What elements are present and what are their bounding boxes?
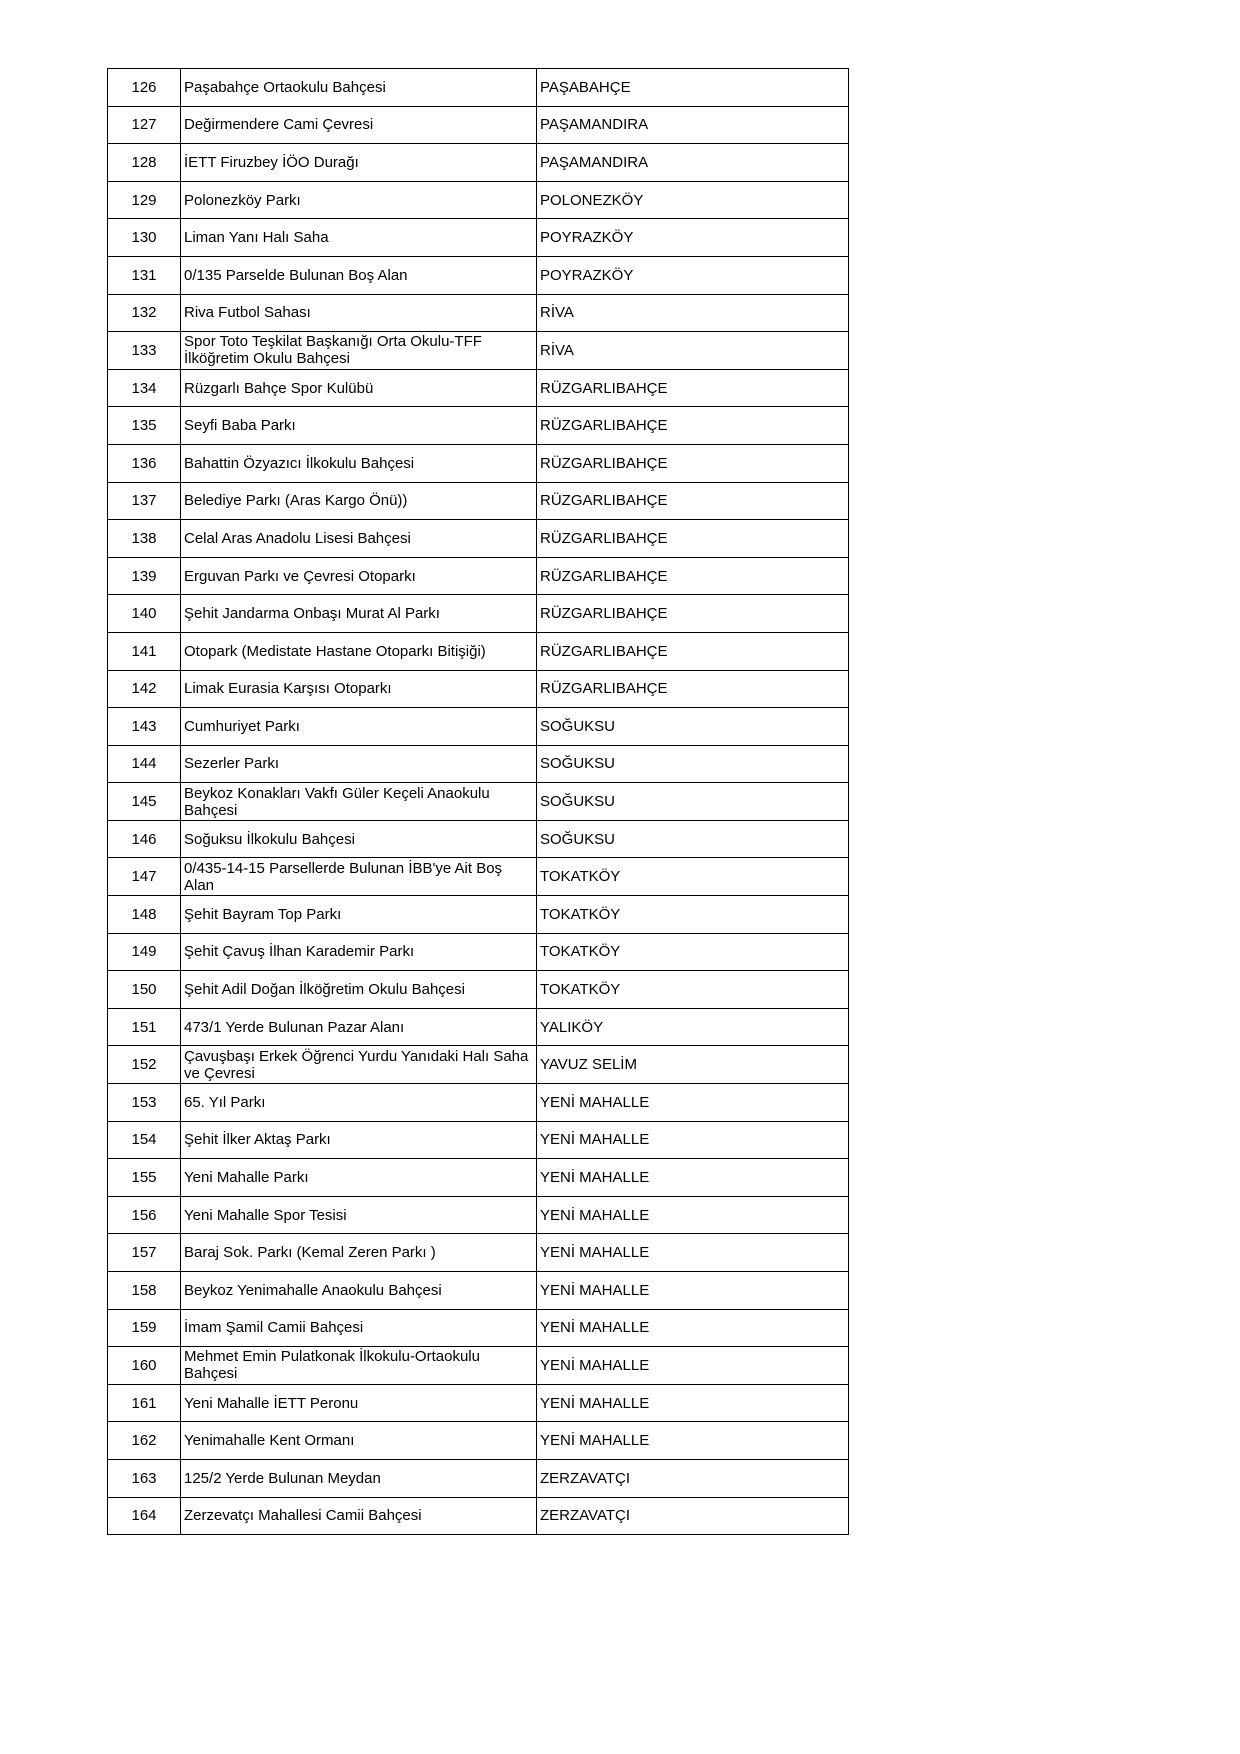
table-row (108, 369, 849, 407)
row-number-cell: 159 (108, 1309, 181, 1347)
district-cell: YENİ MAHALLE (537, 1309, 849, 1347)
place-name-cell: Baraj Sok. Parkı (Kemal Zeren Parkı ) (181, 1234, 537, 1272)
district-cell: POYRAZKÖY (537, 256, 849, 294)
row-number-cell: 164 (108, 1497, 181, 1535)
district-cell: POLONEZKÖY (537, 181, 849, 219)
district-cell: RÜZGARLIBAHÇE (537, 407, 849, 445)
place-name-cell: Otopark (Medistate Hastane Otoparkı Bitişiği) (181, 632, 537, 670)
table-row (108, 933, 849, 971)
district-cell: ZERZAVATÇI (537, 1459, 849, 1497)
place-name-cell: Yeni Mahalle Spor Tesisi (181, 1196, 537, 1234)
place-name-cell: Sezerler Parkı (181, 745, 537, 783)
place-name-cell: Belediye Parkı (Aras Kargo Önü)) (181, 482, 537, 520)
place-name-cell: Beykoz Konakları Vakfı Güler Keçeli Anaokulu Bahçesi (181, 783, 537, 821)
place-name-cell: 0/435-14-15 Parsellerde Bulunan İBB'ye Ait Boş Alan (181, 858, 537, 896)
table-row (108, 144, 849, 182)
row-number-cell: 138 (108, 520, 181, 558)
place-name-cell: Beykoz Yenimahalle Anaokulu Bahçesi (181, 1272, 537, 1310)
district-cell: YALIKÖY (537, 1008, 849, 1046)
row-number-cell: 151 (108, 1008, 181, 1046)
district-cell: YENİ MAHALLE (537, 1347, 849, 1385)
place-name-cell: 65. Yıl Parkı (181, 1084, 537, 1122)
table-row (108, 896, 849, 934)
district-cell: RÜZGARLIBAHÇE (537, 520, 849, 558)
row-number-cell: 133 (108, 332, 181, 370)
place-name-cell: 125/2 Yerde Bulunan Meydan (181, 1459, 537, 1497)
row-number-cell: 157 (108, 1234, 181, 1272)
table-row (108, 1459, 849, 1497)
district-cell: YENİ MAHALLE (537, 1422, 849, 1460)
district-cell: RİVA (537, 332, 849, 370)
table-row (108, 1347, 849, 1385)
row-number-cell: 142 (108, 670, 181, 708)
row-number-cell: 130 (108, 219, 181, 257)
district-cell: TOKATKÖY (537, 933, 849, 971)
table-row (108, 1159, 849, 1197)
place-name-cell: Celal Aras Anadolu Lisesi Bahçesi (181, 520, 537, 558)
row-number-cell: 131 (108, 256, 181, 294)
row-number-cell: 140 (108, 595, 181, 633)
row-number-cell: 152 (108, 1046, 181, 1084)
table-row (108, 256, 849, 294)
place-name-cell: Değirmendere Cami Çevresi (181, 106, 537, 144)
row-number-cell: 139 (108, 557, 181, 595)
table-row (108, 1272, 849, 1310)
district-cell: PAŞAMANDIRA (537, 144, 849, 182)
table-row (108, 106, 849, 144)
district-cell: RÜZGARLIBAHÇE (537, 670, 849, 708)
locations-table (107, 68, 849, 1535)
table-body (108, 69, 849, 1535)
district-cell: SOĞUKSU (537, 745, 849, 783)
row-number-cell: 141 (108, 632, 181, 670)
row-number-cell: 137 (108, 482, 181, 520)
place-name-cell: Şehit İlker Aktaş Parkı (181, 1121, 537, 1159)
table-row (108, 294, 849, 332)
row-number-cell: 162 (108, 1422, 181, 1460)
place-name-cell: Seyfi Baba Parkı (181, 407, 537, 445)
table-row (108, 971, 849, 1009)
row-number-cell: 155 (108, 1159, 181, 1197)
place-name-cell: Çavuşbaşı Erkek Öğrenci Yurdu Yanıdaki Halı Saha ve Çevresi (181, 1046, 537, 1084)
place-name-cell: 0/135 Parselde Bulunan Boş Alan (181, 256, 537, 294)
table-row (108, 670, 849, 708)
place-name-cell: Limak Eurasia Karşısı Otoparkı (181, 670, 537, 708)
row-number-cell: 134 (108, 369, 181, 407)
table-row (108, 1121, 849, 1159)
district-cell: RÜZGARLIBAHÇE (537, 595, 849, 633)
row-number-cell: 161 (108, 1384, 181, 1422)
row-number-cell: 146 (108, 820, 181, 858)
row-number-cell: 135 (108, 407, 181, 445)
table-row (108, 1196, 849, 1234)
row-number-cell: 160 (108, 1347, 181, 1385)
row-number-cell: 150 (108, 971, 181, 1009)
table-row (108, 1384, 849, 1422)
row-number-cell: 132 (108, 294, 181, 332)
district-cell: YENİ MAHALLE (537, 1159, 849, 1197)
district-cell: YENİ MAHALLE (537, 1272, 849, 1310)
table-row (108, 407, 849, 445)
district-cell: SOĞUKSU (537, 820, 849, 858)
table-row (108, 444, 849, 482)
place-name-cell: Soğuksu İlkokulu Bahçesi (181, 820, 537, 858)
table-row (108, 520, 849, 558)
row-number-cell: 149 (108, 933, 181, 971)
district-cell: RÜZGARLIBAHÇE (537, 632, 849, 670)
district-cell: YAVUZ SELİM (537, 1046, 849, 1084)
table-row (108, 482, 849, 520)
district-cell: RİVA (537, 294, 849, 332)
district-cell: YENİ MAHALLE (537, 1196, 849, 1234)
table-row (108, 1234, 849, 1272)
place-name-cell: Bahattin Özyazıcı İlkokulu Bahçesi (181, 444, 537, 482)
table-row (108, 1008, 849, 1046)
district-cell: PAŞABAHÇE (537, 69, 849, 107)
row-number-cell: 156 (108, 1196, 181, 1234)
table-row (108, 332, 849, 370)
table-row (108, 1046, 849, 1084)
table-row (108, 181, 849, 219)
district-cell: YENİ MAHALLE (537, 1384, 849, 1422)
table-row (108, 69, 849, 107)
district-cell: SOĞUKSU (537, 783, 849, 821)
row-number-cell: 148 (108, 896, 181, 934)
district-cell: TOKATKÖY (537, 858, 849, 896)
place-name-cell: Yeni Mahalle İETT Peronu (181, 1384, 537, 1422)
place-name-cell: Zerzevatçı Mahallesi Camii Bahçesi (181, 1497, 537, 1535)
row-number-cell: 153 (108, 1084, 181, 1122)
place-name-cell: Polonezköy Parkı (181, 181, 537, 219)
table-row (108, 1497, 849, 1535)
place-name-cell: Şehit Adil Doğan İlköğretim Okulu Bahçesi (181, 971, 537, 1009)
place-name-cell: Yenimahalle Kent Ormanı (181, 1422, 537, 1460)
place-name-cell: Cumhuriyet Parkı (181, 708, 537, 746)
table-row (108, 783, 849, 821)
table-row (108, 1422, 849, 1460)
place-name-cell: İETT Firuzbey İÖO Durağı (181, 144, 537, 182)
row-number-cell: 145 (108, 783, 181, 821)
table-row (108, 858, 849, 896)
place-name-cell: 473/1 Yerde Bulunan Pazar Alanı (181, 1008, 537, 1046)
district-cell: TOKATKÖY (537, 896, 849, 934)
place-name-cell: İmam Şamil Camii Bahçesi (181, 1309, 537, 1347)
row-number-cell: 144 (108, 745, 181, 783)
row-number-cell: 143 (108, 708, 181, 746)
place-name-cell: Paşabahçe Ortaokulu Bahçesi (181, 69, 537, 107)
row-number-cell: 158 (108, 1272, 181, 1310)
district-cell: YENİ MAHALLE (537, 1121, 849, 1159)
place-name-cell: Riva Futbol Sahası (181, 294, 537, 332)
place-name-cell: Erguvan Parkı ve Çevresi Otoparkı (181, 557, 537, 595)
table-row (108, 1309, 849, 1347)
district-cell: RÜZGARLIBAHÇE (537, 369, 849, 407)
row-number-cell: 127 (108, 106, 181, 144)
row-number-cell: 126 (108, 69, 181, 107)
table-row (108, 745, 849, 783)
place-name-cell: Şehit Çavuş İlhan Karademir Parkı (181, 933, 537, 971)
place-name-cell: Mehmet Emin Pulatkonak İlkokulu-Ortaokulu Bahçesi (181, 1347, 537, 1385)
row-number-cell: 136 (108, 444, 181, 482)
place-name-cell: Şehit Jandarma Onbaşı Murat Al Parkı (181, 595, 537, 633)
district-cell: ZERZAVATÇI (537, 1497, 849, 1535)
table-row (108, 219, 849, 257)
table-row (108, 557, 849, 595)
place-name-cell: Spor Toto Teşkilat Başkanığı Orta Okulu-TFF İlköğretim Okulu Bahçesi (181, 332, 537, 370)
district-cell: POYRAZKÖY (537, 219, 849, 257)
row-number-cell: 128 (108, 144, 181, 182)
place-name-cell: Liman Yanı Halı Saha (181, 219, 537, 257)
row-number-cell: 129 (108, 181, 181, 219)
table-row (108, 1084, 849, 1122)
district-cell: RÜZGARLIBAHÇE (537, 444, 849, 482)
place-name-cell: Şehit Bayram Top Parkı (181, 896, 537, 934)
table-row (108, 708, 849, 746)
row-number-cell: 154 (108, 1121, 181, 1159)
table-row (108, 595, 849, 633)
place-name-cell: Yeni Mahalle Parkı (181, 1159, 537, 1197)
district-cell: RÜZGARLIBAHÇE (537, 557, 849, 595)
table-row (108, 820, 849, 858)
row-number-cell: 147 (108, 858, 181, 896)
district-cell: RÜZGARLIBAHÇE (537, 482, 849, 520)
district-cell: YENİ MAHALLE (537, 1084, 849, 1122)
place-name-cell: Rüzgarlı Bahçe Spor Kulübü (181, 369, 537, 407)
district-cell: SOĞUKSU (537, 708, 849, 746)
district-cell: PAŞAMANDIRA (537, 106, 849, 144)
district-cell: YENİ MAHALLE (537, 1234, 849, 1272)
table-row (108, 632, 849, 670)
district-cell: TOKATKÖY (537, 971, 849, 1009)
row-number-cell: 163 (108, 1459, 181, 1497)
